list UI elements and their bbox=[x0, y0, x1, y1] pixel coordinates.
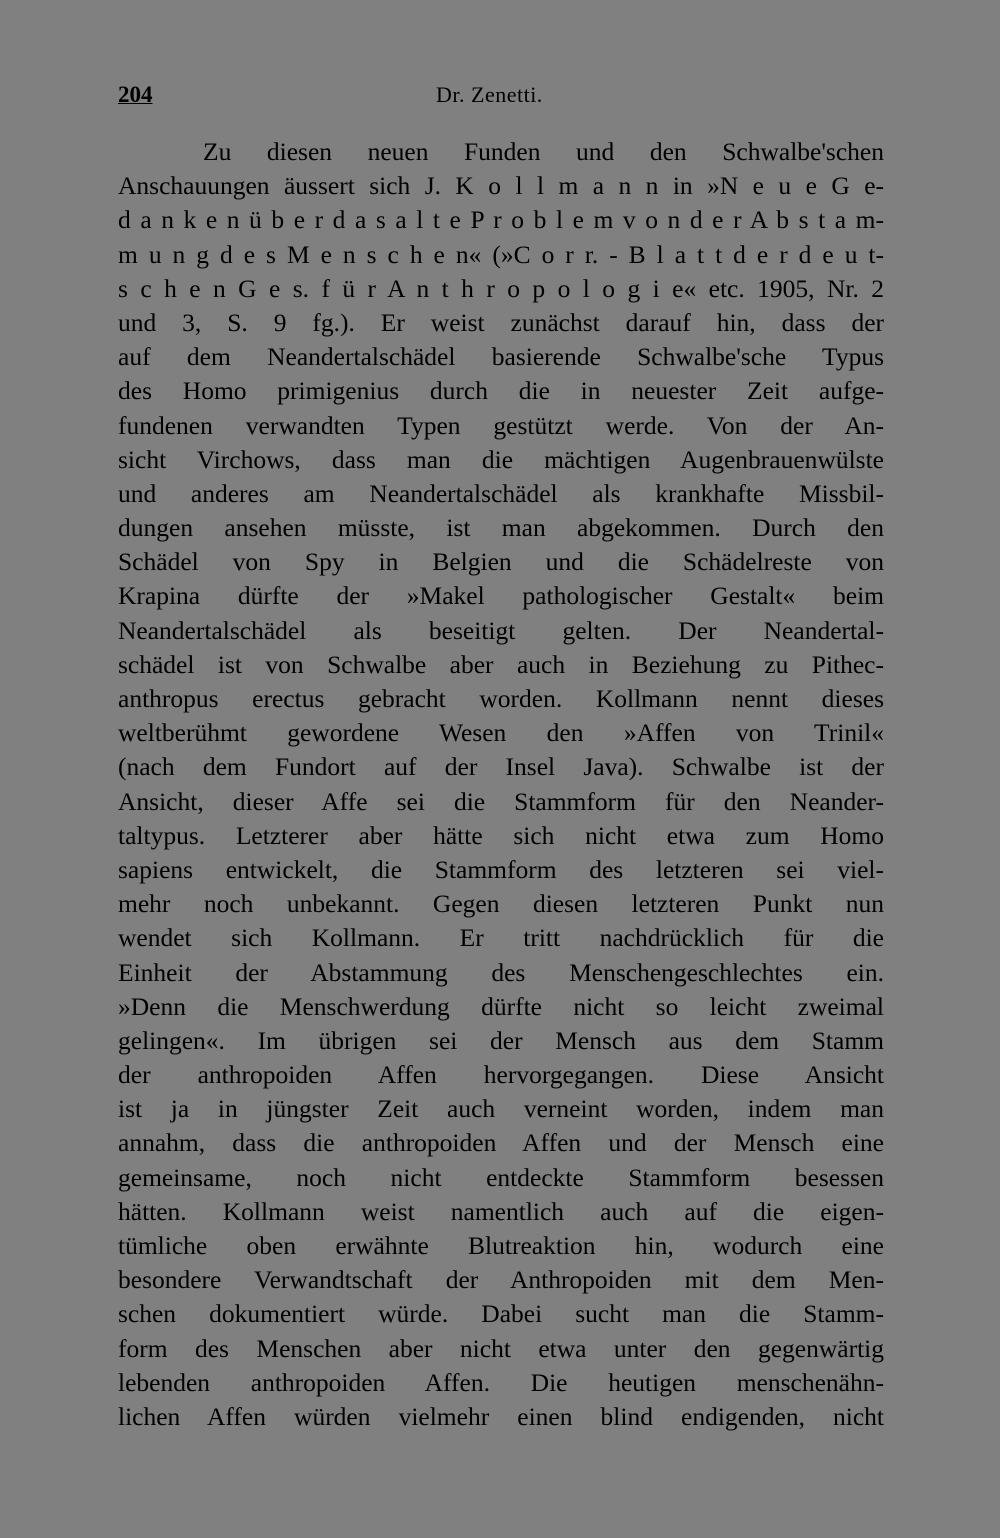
text-line: weltberühmt gewordene Wesen den »Affen von Trinil« bbox=[118, 718, 884, 748]
text-line: dungen ansehen müsste, ist man abgekommen. Durch den bbox=[118, 513, 884, 543]
text-line: s c h e n G e s. f ü r A n t h r o p o l o g i e« etc. 1905, Nr. 2 bbox=[118, 273, 884, 303]
text-line: (nach dem Fundort auf der Insel Java). Schwalbe ist der bbox=[118, 752, 884, 782]
text-line: annahm, dass die anthropoiden Affen und der Mensch eine bbox=[118, 1128, 884, 1158]
text-line: Krapina dürfte der »Makel pathologischer Gestalt« beim bbox=[118, 581, 884, 611]
text-line: auf dem Neandertalschädel basierende Schwalbe'sche Typus bbox=[118, 342, 884, 372]
text-line: Ansicht, dieser Affe sei die Stammform für den Neander- bbox=[118, 786, 884, 816]
text-line: Schädel von Spy in Belgien und die Schädelreste von bbox=[118, 547, 884, 577]
text-line: d a n k e n ü b e r d a s a l t e P r o b l e m v o n d e r A b s t a m- bbox=[118, 205, 884, 235]
text-line: lebenden anthropoiden Affen. Die heutigen menschenähn- bbox=[118, 1367, 884, 1397]
text-line: und anderes am Neandertalschädel als krankhafte Missbil- bbox=[118, 478, 884, 508]
text-line: taltypus. Letzterer aber hätte sich nicht etwa zum Homo bbox=[118, 820, 884, 850]
text-line: mehr noch unbekannt. Gegen diesen letzteren Punkt nun bbox=[118, 889, 884, 919]
text-line: »Denn die Menschwerdung dürfte nicht so leicht zweimal bbox=[118, 991, 884, 1021]
text-line: anthropus erectus gebracht worden. Kollmann nennt dieses bbox=[118, 684, 884, 713]
text-line: der anthropoiden Affen hervorgegangen. Diese Ansicht bbox=[118, 1060, 884, 1090]
text-line: sicht Virchows, dass man die mächtigen Augenbrauenwülste bbox=[118, 444, 884, 474]
text-line: lichen Affen würden vielmehr einen blind endigenden, nicht bbox=[118, 1401, 884, 1431]
text-line: Neandertalschädel als beseitigt gelten. Der Neandertal- bbox=[118, 615, 884, 645]
running-head: Dr. Zenetti. bbox=[436, 82, 543, 107]
text-line: Einheit der Abstammung des Menschengeschlechtes ein. bbox=[118, 957, 884, 987]
text-line: form des Menschen aber nicht etwa unter den gegenwärtig bbox=[118, 1333, 884, 1363]
text-line: wendet sich Kollmann. Er tritt nachdrücklich für die bbox=[118, 923, 884, 953]
text-line: tümliche oben erwähnte Blutreaktion hin, wodurch eine bbox=[118, 1231, 884, 1260]
text-line: gemeinsame, noch nicht entdeckte Stammform besessen bbox=[118, 1162, 884, 1192]
text-line: schen dokumentiert würde. Dabei sucht man die Stamm- bbox=[118, 1299, 884, 1329]
text-line: fundenen verwandten Typen gestützt werde. Von der An- bbox=[118, 410, 884, 440]
page-header bbox=[118, 82, 884, 116]
page-number: 204 bbox=[118, 82, 153, 107]
text-line: hätten. Kollmann weist namentlich auch auf die eigen- bbox=[118, 1196, 884, 1226]
text-line: und 3, S. 9 fg.). Er weist zunächst darauf hin, dass der bbox=[118, 307, 884, 337]
text-line: m u n g d e s M e n s c h e n« (»C o r r. - B l a t t d e r d e u t- bbox=[118, 239, 884, 269]
text-line: schädel ist von Schwalbe aber auch in Beziehung zu Pithec- bbox=[118, 649, 884, 679]
text-line: sapiens entwickelt, die Stammform des letzteren sei viel- bbox=[118, 854, 884, 884]
text-line: Zu diesen neuen Funden und den Schwalbe'schen bbox=[203, 137, 884, 166]
text-line: ist ja in jüngster Zeit auch verneint worden, indem man bbox=[118, 1094, 884, 1124]
text-line: gelingen«. Im übrigen sei der Mensch aus dem Stamm bbox=[118, 1025, 884, 1055]
text-line: Anschauungen äussert sich J. K o l l m a n n in »N e u e G e- bbox=[118, 171, 884, 201]
text-line: des Homo primigenius durch die in neuester Zeit aufge- bbox=[118, 376, 884, 406]
text-line: besondere Verwandtschaft der Anthropoiden mit dem Men- bbox=[118, 1265, 884, 1295]
body-text bbox=[118, 135, 884, 1434]
